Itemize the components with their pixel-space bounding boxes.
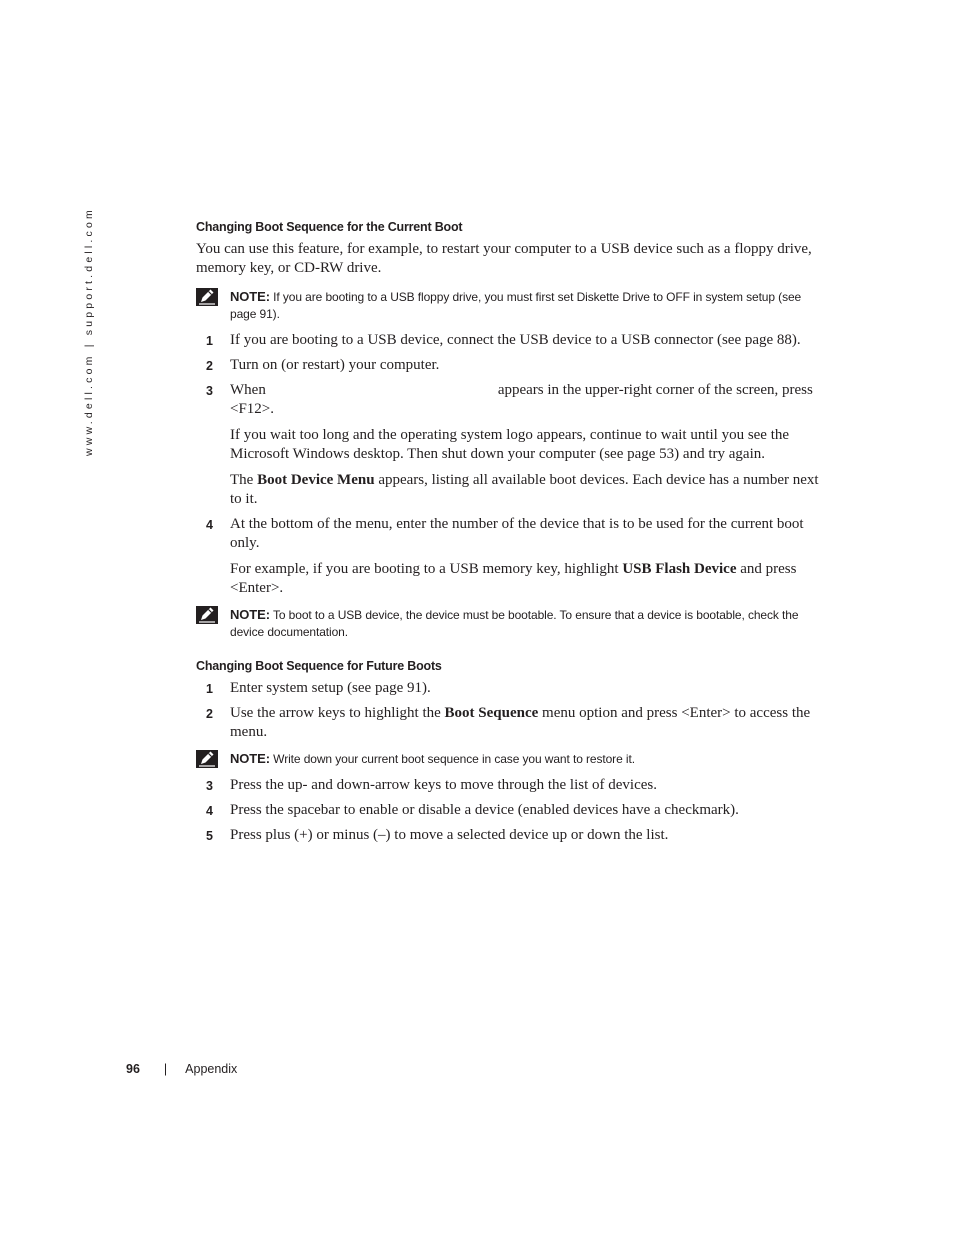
list-item — [196, 826, 821, 845]
step-text: Press the spacebar to enable or disable a device (enabled devices have a checkmark). — [230, 802, 739, 818]
step-text: Press plus (+) or minus (–) to move a selected device up or down the list. — [230, 827, 669, 843]
note-text: Write down your current boot sequence in case you want to restore it. — [269, 752, 635, 766]
step-text: Press the up- and down-arrow keys to move through the list of devices. — [230, 777, 657, 793]
note-pencil-icon — [196, 750, 218, 768]
note-bootable — [196, 606, 821, 641]
step-text: Use the arrow keys to highlight the — [230, 705, 445, 721]
step-text: If you are booting to a USB device, connect the USB device to a USB connector (see page 88). — [230, 332, 801, 348]
note-label: NOTE: — [230, 289, 270, 304]
ui-term: USB Flash Device — [622, 561, 737, 577]
step-detail: For example, if you are booting to a USB memory key, highlight USB Flash Device and press <Enter>. — [230, 561, 797, 596]
note-pencil-icon — [196, 606, 218, 624]
step-detail: The Boot Device Menu appears, listing all available boot devices. Each device has a number next to it. — [230, 472, 819, 507]
step-number: 3 — [206, 779, 213, 793]
note-label: NOTE: — [230, 751, 270, 766]
note-strong: Diskette Drive — [576, 290, 650, 304]
step-number: 5 — [206, 829, 213, 843]
step-text: At the bottom of the menu, enter the number of the device that is to be used for the current boot only. — [230, 516, 804, 551]
step-text: Turn on (or restart) your computer. — [230, 357, 440, 373]
step-number: 3 — [206, 384, 213, 398]
step-number: 1 — [206, 682, 213, 696]
page-content — [196, 220, 821, 853]
footer-separator: | — [163, 1062, 168, 1076]
note-pencil-icon — [196, 288, 218, 306]
list-item — [196, 801, 821, 820]
section-heading-future-boots: Changing Boot Sequence for Future Boots — [196, 659, 442, 673]
ui-term: Boot Device Menu — [257, 472, 375, 488]
step-detail: If you wait too long and the operating system logo appears, continue to wait until you see the Microsoft Windows desktop. Then shut down your computer (see page 53) and try again. — [230, 427, 790, 462]
steps-list-future-boots-a — [196, 679, 821, 742]
step-number: 4 — [206, 518, 213, 532]
steps-list-current-boot — [196, 331, 821, 598]
page-number: 96 — [126, 1062, 140, 1076]
page-footer — [126, 1062, 237, 1076]
note-label: NOTE: — [230, 607, 270, 622]
list-item — [196, 776, 821, 795]
list-item — [196, 704, 821, 742]
note-write-down — [196, 750, 821, 768]
list-item — [196, 356, 821, 375]
note-text: If you are booting to a USB floppy drive, you must first set — [269, 290, 577, 304]
note-floppy — [196, 288, 821, 323]
steps-list-future-boots-b — [196, 776, 821, 845]
step-number: 1 — [206, 334, 213, 348]
section-heading-current-boot: Changing Boot Sequence for the Current Boot — [196, 220, 463, 234]
list-item — [196, 331, 821, 350]
list-item — [196, 515, 821, 598]
list-item — [196, 679, 821, 698]
step-text: appears in the upper-right corner of the screen, press <F12>. — [230, 382, 813, 417]
step-number: 4 — [206, 804, 213, 818]
note-text: to OFF in system setup (see page 91). — [230, 290, 802, 321]
step-text: When — [230, 382, 266, 398]
step-number: 2 — [206, 359, 213, 373]
intro-paragraph: You can use this feature, for example, to restart your computer to a USB device such as a floppy drive, memory key, or CD-RW drive. — [196, 241, 812, 276]
list-item — [196, 381, 821, 509]
note-text: To boot to a USB device, the device must be bootable. To ensure that a device is bootable, check the device documentation. — [230, 608, 799, 639]
step-text: Enter system setup (see page 91). — [230, 680, 431, 696]
step-number: 2 — [206, 707, 213, 721]
ui-term: Boot Sequence — [444, 705, 539, 721]
step-text: menu option and press <Enter> to access the menu. — [230, 705, 811, 740]
sidebar-url: www.dell.com | support.dell.com — [83, 207, 95, 456]
footer-section: Appendix — [185, 1062, 238, 1076]
